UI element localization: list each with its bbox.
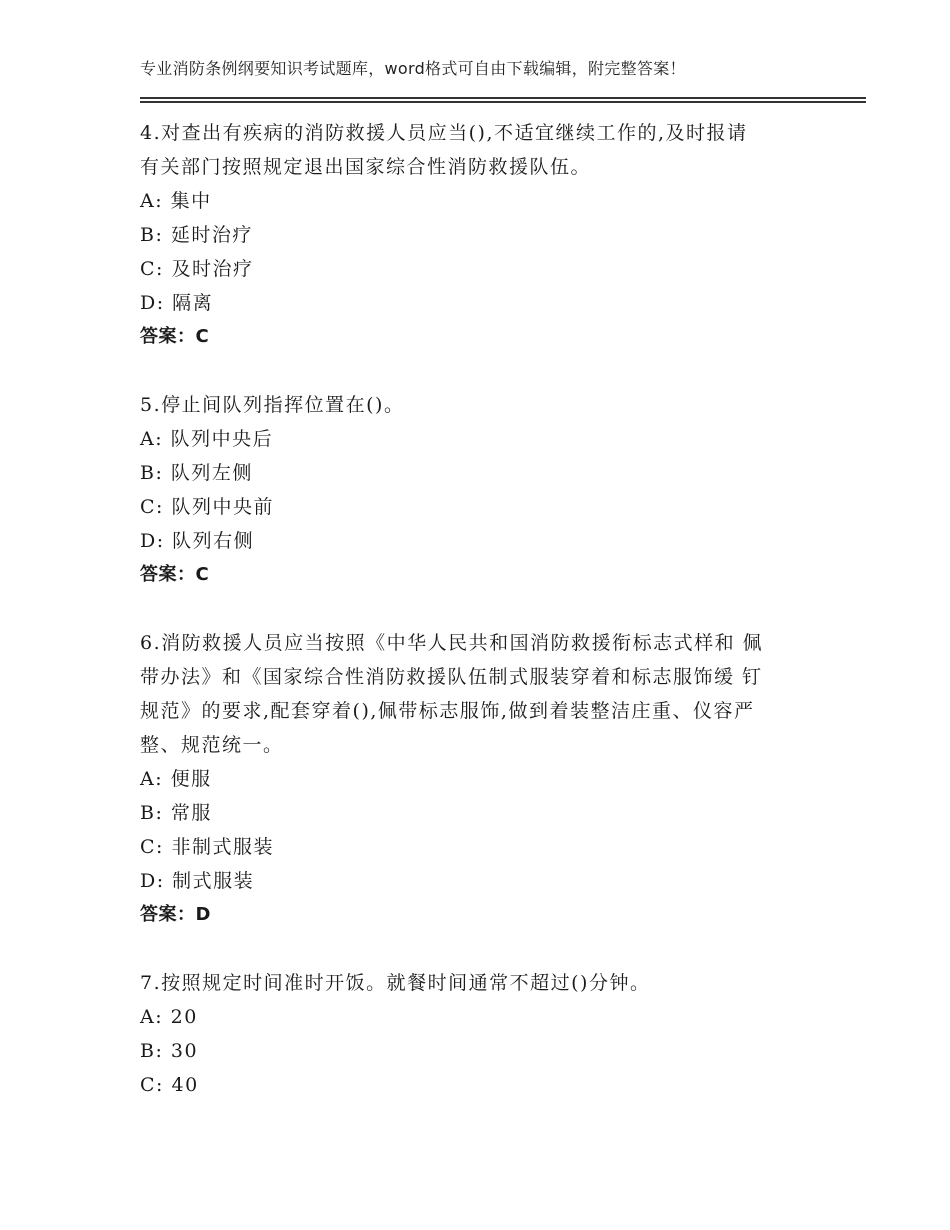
question-item [140,626,820,932]
option-c: C: 非制式服装 [140,836,274,858]
answer-line: 答案：D [140,904,211,925]
question-list [140,116,820,1102]
question-line: 5.停止间队列指挥位置在()。 [140,394,405,416]
question-line: 有关部门按照规定退出国家综合性消防救援队伍。 [140,156,592,178]
spacer [140,592,820,626]
option-a: A: 便服 [140,768,212,790]
option-c: C: 队列中央前 [140,496,274,518]
answer-line: 答案：C [140,326,210,347]
question-line: 7.按照规定时间准时开饭。就餐时间通常不超过()分钟。 [140,972,651,994]
option-d: D: 队列右侧 [140,530,255,552]
option-c: C: 及时治疗 [140,258,254,280]
option-c: C: 40 [140,1074,199,1096]
question-line: 4.对查出有疾病的消防救援人员应当(),不适宜继续工作的,及时报请 [140,122,748,144]
option-b: B: 延时治疗 [140,224,253,246]
answer-line: 答案：C [140,564,210,585]
question-item [140,388,820,592]
option-a: A: 队列中央后 [140,428,274,450]
option-a: A: 20 [140,1006,198,1028]
question-line: 规范》的要求,配套穿着(),佩带标志服饰,做到着装整洁庄重、仪容严 [140,700,755,722]
option-b: B: 常服 [140,802,212,824]
option-b: B: 30 [140,1040,199,1062]
question-item [140,116,820,354]
question-line: 整、规范统一。 [140,734,284,756]
question-item [140,966,820,1102]
question-line: 6.消防救援人员应当按照《中华人民共和国消防救援衔标志式样和 佩 [140,632,764,654]
header-rule-bottom [140,101,866,103]
question-line: 带办法》和《国家综合性消防救援队伍制式服装穿着和标志服饰缓 钉 [140,666,763,688]
spacer [140,354,820,388]
option-a: A: 集中 [140,190,212,212]
option-b: B: 队列左侧 [140,462,253,484]
spacer [140,932,820,966]
option-d: D: 隔离 [140,292,214,314]
header-rule-top [140,97,866,99]
option-d: D: 制式服装 [140,870,255,892]
page-header: 专业消防条例纲要知识考试题库，word格式可自由下载编辑，附完整答案！ [140,59,686,78]
